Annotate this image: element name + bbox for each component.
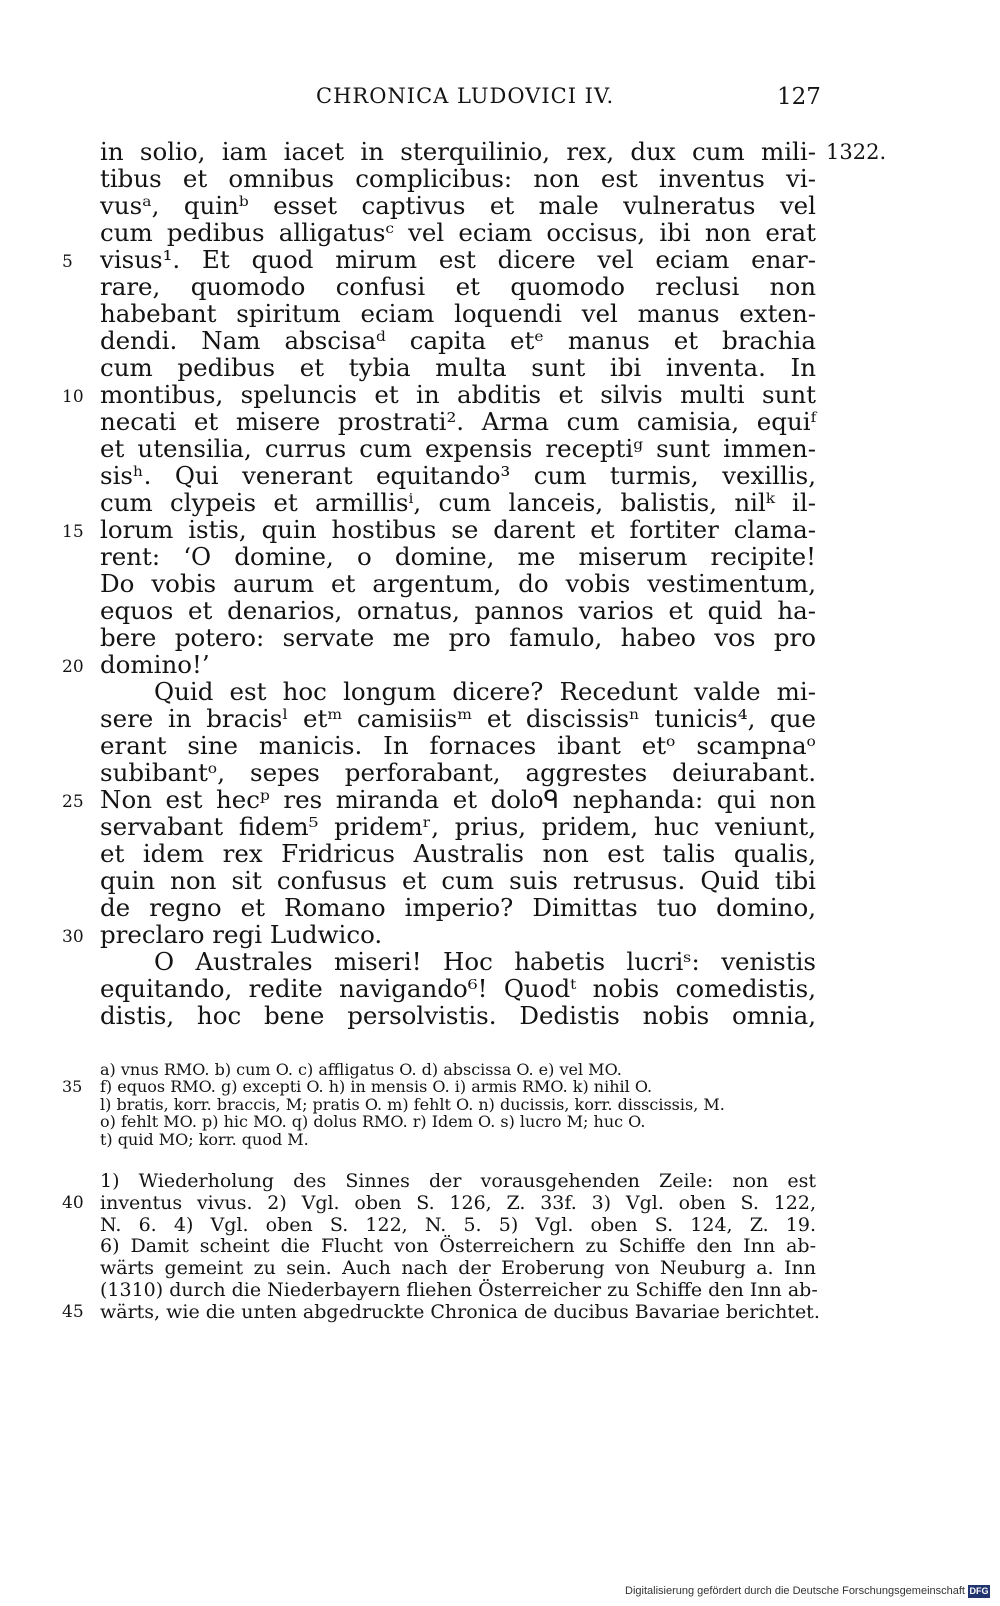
text-line: cum pedibus alligatusᶜ vel eciam occisus, ibi non erat xyxy=(100,218,816,247)
text-line: o) fehlt MO. p) hic MO. q) dolus RMO. r) Idem O. s) lucro M; huc O. xyxy=(100,1112,646,1132)
text-line: rare, quomodo confusi et quomodo reclusi non xyxy=(100,272,816,301)
text-line: dendi. Nam abscisaᵈ capita etᵉ manus et brachia xyxy=(100,326,816,355)
text-line: habebant spiritum eciam loquendi vel manus exten- xyxy=(100,299,816,328)
text-line: f) equos RMO. g) excepti O. h) in mensis O. i) armis RMO. k) nihil O. xyxy=(100,1077,653,1097)
text-line: quin non sit confusus et cum suis retrusus. Quid tibi xyxy=(100,866,816,895)
text-line: distis, hoc bene persolvistis. Dedistis nobis omnia, xyxy=(100,1001,816,1030)
text-line: cum pedibus et tybia multa sunt ibi inventa. In xyxy=(100,353,816,382)
text-line: servabant fidem⁵ pridemʳ, prius, pridem, huc veniunt, xyxy=(100,812,816,841)
text-line: de regno et Romano imperio? Dimittas tuo domino, xyxy=(100,893,816,922)
line-number: 15 xyxy=(62,522,84,542)
line-number: 35 xyxy=(62,1077,83,1097)
text-line: preclaro regi Ludwico. xyxy=(100,920,383,949)
line-number: 5 xyxy=(62,252,73,272)
text-line: Non est hecᵖ res miranda et doloᑫ nephanda: qui non xyxy=(100,785,816,814)
text-line: necati et misere prostrati². Arma cum camisia, equiᶠ xyxy=(100,407,816,436)
text-line: et utensilia, currus cum expensis receptiᵍ sunt immen- xyxy=(100,434,816,463)
text-line: wärts, wie die unten abgedruckte Chronica de ducibus Bavariae berichtet. xyxy=(100,1300,820,1323)
text-line: tibus et omnibus complicibus: non est inventus vi- xyxy=(100,164,816,193)
text-line: visus¹. Et quod mirum est dicere vel eciam enar- xyxy=(100,245,816,274)
text-line: t) quid MO; korr. quod M. xyxy=(100,1129,309,1149)
footer-credit: Digitalisierung gefördert durch die Deutsche Forschungsgemeinschaft xyxy=(625,1585,965,1597)
text-line: montibus, speluncis et in abditis et silvis multi sunt xyxy=(100,380,816,409)
text-line: wärts gemeint zu sein. Auch nach der Eroberung von Neuburg a. Inn xyxy=(100,1257,816,1280)
text-line: rent: ‘O domine, o domine, me miserum recipite! xyxy=(100,542,816,571)
text-line: 6) Damit scheint die Flucht von Österreichern zu Schiffe den Inn ab- xyxy=(100,1235,816,1258)
running-title: CHRONICA LUDOVICI IV. xyxy=(316,84,615,108)
text-line: sisʰ. Qui venerant equitando³ cum turmis, vexillis, xyxy=(100,461,816,490)
text-line: bere potero: servate me pro famulo, habeo vos pro xyxy=(100,623,816,652)
text-line: sere in bracisˡ etᵐ camisiisᵐ et discissisⁿ tunicis⁴, que xyxy=(100,704,816,733)
running-header xyxy=(0,84,1000,114)
text-line: O Australes miseri! Hoc habetis lucriˢ: venistis xyxy=(154,947,816,976)
text-line: l) bratis, korr. braccis, M; pratis O. m) fehlt O. n) ducissis, korr. disscissis, M. xyxy=(100,1094,725,1114)
text-line: cum clypeis et armillisⁱ, cum lanceis, balistis, nilᵏ il- xyxy=(100,488,816,517)
text-line: erant sine manicis. In fornaces ibant etᵒ scampnaᵒ xyxy=(100,731,816,760)
text-line: in solio, iam iacet in sterquilinio, rex, dux cum mili- xyxy=(100,137,816,166)
line-number: 10 xyxy=(62,387,84,407)
line-number: 20 xyxy=(62,657,84,677)
dfg-logo-icon: DFG xyxy=(969,1585,989,1596)
text-line: Do vobis aurum et argentum, do vobis vestimentum, xyxy=(100,569,816,598)
margin-year: 1322. xyxy=(826,140,887,164)
text-line: et idem rex Fridricus Australis non est talis qualis, xyxy=(100,839,816,868)
text-line: inventus vivus. 2) Vgl. oben S. 126, Z. 33f. 3) Vgl. oben S. 122, xyxy=(100,1191,816,1214)
text-line: 1) Wiederholung des Sinnes der vorausgehenden Zeile: non est xyxy=(100,1170,816,1192)
page-number: 127 xyxy=(777,84,821,110)
text-line: lorum istis, quin hostibus se darent et fortiter clama- xyxy=(100,515,816,544)
text-line: a) vnus RMO. b) cum O. c) affligatus O. d) abscissa O. e) vel MO. xyxy=(100,1060,622,1079)
digitization-footer xyxy=(625,1582,990,1600)
line-number: 25 xyxy=(62,792,84,812)
line-number: 45 xyxy=(62,1301,84,1322)
text-line: domino!’ xyxy=(100,650,210,679)
text-line: Quid est hoc longum dicere? Recedunt valde mi- xyxy=(154,677,816,706)
line-number: 40 xyxy=(62,1192,84,1213)
text-line: equos et denarios, ornatus, pannos varios et quid ha- xyxy=(100,596,816,625)
text-line: (1310) durch die Niederbayern fliehen Österreicher zu Schiffe den Inn ab- xyxy=(100,1279,818,1301)
line-number: 30 xyxy=(62,927,84,947)
text-line: equitando, redite navigando⁶! Quodᵗ nobis comedistis, xyxy=(100,974,816,1003)
text-line: vusᵃ, quinᵇ esset captivus et male vulneratus vel xyxy=(100,191,816,220)
text-line: N. 6. 4) Vgl. oben S. 122, N. 5. 5) Vgl. oben S. 124, Z. 19. xyxy=(100,1213,816,1236)
text-line: subibantᵒ, sepes perforabant, aggrestes deiurabant. xyxy=(100,758,816,787)
